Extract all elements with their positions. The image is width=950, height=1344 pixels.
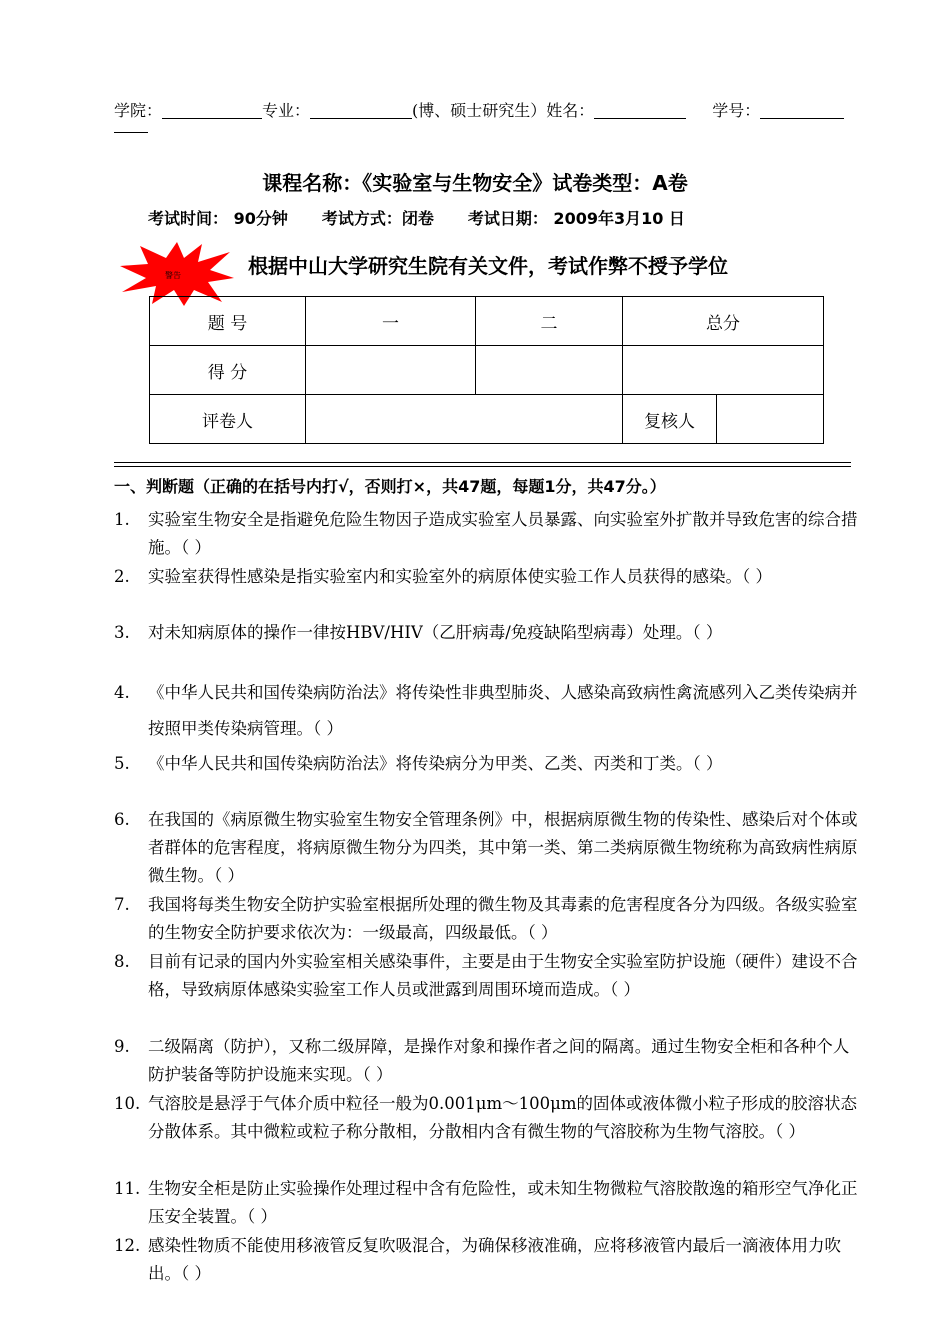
- question-number: 12.: [114, 1236, 141, 1255]
- list-item: [114, 1175, 860, 1231]
- list-item: [114, 1033, 860, 1089]
- list-item: [114, 948, 860, 1004]
- student-id-blank-continued: [114, 132, 148, 133]
- major-label: 专业：: [262, 101, 311, 120]
- part-two-score[interactable]: [476, 346, 623, 395]
- major-blank[interactable]: [310, 102, 412, 119]
- list-item: [114, 675, 860, 747]
- part-one-header: 一: [306, 297, 476, 346]
- grader-label: 评卷人: [150, 395, 306, 444]
- question-number: 10.: [114, 1094, 141, 1113]
- divider: [114, 466, 851, 467]
- college-blank[interactable]: [162, 102, 262, 119]
- list-item: [114, 619, 860, 647]
- student-info-header: [114, 98, 844, 121]
- question-text: 在我国的《病原微生物实验室生物安全管理条例》中，根据病原微生物的传染性、感染后对个体或者群体的危害程度，将病原微生物分为四类，其中第一类、第二类病原微生物统称为高致病性病原微生物。（ ）: [148, 810, 858, 885]
- question-text: 目前有记录的国内外实验室相关感染事件，主要是由于生物安全实验室防护设施（硬件）建设不合格，导致病原体感染实验室工作人员或泄露到周围环境而造成。（ ）: [148, 952, 858, 999]
- score-label: 得 分: [150, 346, 306, 395]
- question-text: 实验室获得性感染是指实验室内和实验室外的病原体使实验工作人员获得的感染。（ ）: [148, 567, 772, 586]
- question-number: 11.: [114, 1179, 141, 1198]
- exam-title: 课程名称：《实验室与生物安全》试卷类型：A卷: [262, 171, 688, 195]
- cheating-warning: 根据中山大学研究生院有关文件，考试作弊不授予学位: [248, 254, 728, 278]
- question-text: 实验室生物安全是指避免危险生物因子造成实验室人员暴露、向实验室外扩散并导致危害的综合措施。（ ）: [148, 510, 858, 557]
- question-number: 3.: [114, 623, 130, 642]
- student-id-label: 学号：: [712, 101, 761, 120]
- question-text: 生物安全柜是防止实验操作处理过程中含有危险性，或未知生物微粒气溶胶散逸的箱形空气净化正压安全装置。（ ）: [148, 1179, 858, 1226]
- table-row: [150, 395, 824, 444]
- question-text: 对未知病原体的操作一律按HBV/HIV（乙肝病毒/免疫缺陷型病毒）处理。（ ）: [148, 623, 723, 642]
- question-text: 《中华人民共和国传染病防治法》将传染病分为甲类、乙类、丙类和丁类。（ ）: [148, 754, 723, 773]
- stamp-label: 警告: [165, 271, 181, 280]
- grader-field[interactable]: [306, 395, 623, 444]
- exam-date: 考试日期： 2009年3月10 日: [467, 209, 685, 228]
- list-item: [114, 563, 860, 591]
- list-item: [114, 1090, 860, 1146]
- question-text: 我国将每类生物安全防护实验室根据所处理的微生物及其毒素的危害程度各分为四级。各级实验室的生物安全防护要求依次为：一级最高，四级最低。（ ）: [148, 895, 858, 942]
- college-label: 学院：: [114, 101, 163, 120]
- list-item: [114, 750, 860, 778]
- degree-name-label: (博、硕士研究生）姓名：: [412, 101, 595, 120]
- score-table: [149, 296, 824, 444]
- question-number: 8.: [114, 952, 130, 971]
- exam-method: 考试方式：闭卷: [321, 209, 434, 228]
- name-blank[interactable]: [594, 102, 686, 119]
- part-one-score[interactable]: [306, 346, 476, 395]
- exam-info: [148, 206, 685, 229]
- list-item: [114, 891, 860, 947]
- total-header: 总分: [623, 297, 824, 346]
- total-score[interactable]: [623, 346, 824, 395]
- question-number: 5.: [114, 754, 130, 773]
- question-text: 感染性物质不能使用移液管反复吹吸混合，为确保移液准确，应将移液管内最后一滴液体用力吹出。（ ）: [148, 1236, 841, 1283]
- question-number: 6.: [114, 810, 130, 829]
- question-number: 2.: [114, 567, 130, 586]
- list-item: [114, 806, 860, 890]
- question-text: 二级隔离（防护），又称二级屏障，是操作对象和操作者之间的隔离。通过生物安全柜和各种个人防护装备等防护设施来实现。（ ）: [148, 1037, 850, 1084]
- list-item: [114, 1232, 860, 1288]
- list-item: [114, 506, 860, 562]
- question-number: 1.: [114, 510, 130, 529]
- table-row: [150, 346, 824, 395]
- question-number: 7.: [114, 895, 130, 914]
- question-number: 4.: [114, 683, 130, 702]
- reviewer-label: 复核人: [623, 395, 717, 444]
- exam-time: 考试时间： 90分钟: [148, 209, 288, 228]
- question-text: 气溶胶是悬浮于气体介质中粒径一般为0.001μm～100μm的固体或液体微小粒子形成的胶溶状态分散体系。其中微粒或粒子称分散相，分散相内含有微生物的气溶胶称为生物气溶胶。（ ）: [148, 1094, 857, 1141]
- part-two-header: 二: [476, 297, 623, 346]
- student-id-blank[interactable]: [760, 102, 844, 119]
- question-number-header: 题 号: [150, 297, 306, 346]
- question-number: 9.: [114, 1037, 130, 1056]
- table-row: [150, 297, 824, 346]
- question-text: 《中华人民共和国传染病防治法》将传染性非典型肺炎、人感染高致病性禽流感列入乙类传染病并按照甲类传染病管理。（ ）: [148, 683, 858, 738]
- reviewer-field[interactable]: [717, 395, 824, 444]
- section-title: 一、判断题（正确的在括号内打√，否则打×，共47题，每题1分，共47分。）: [114, 477, 666, 496]
- divider: [114, 462, 851, 463]
